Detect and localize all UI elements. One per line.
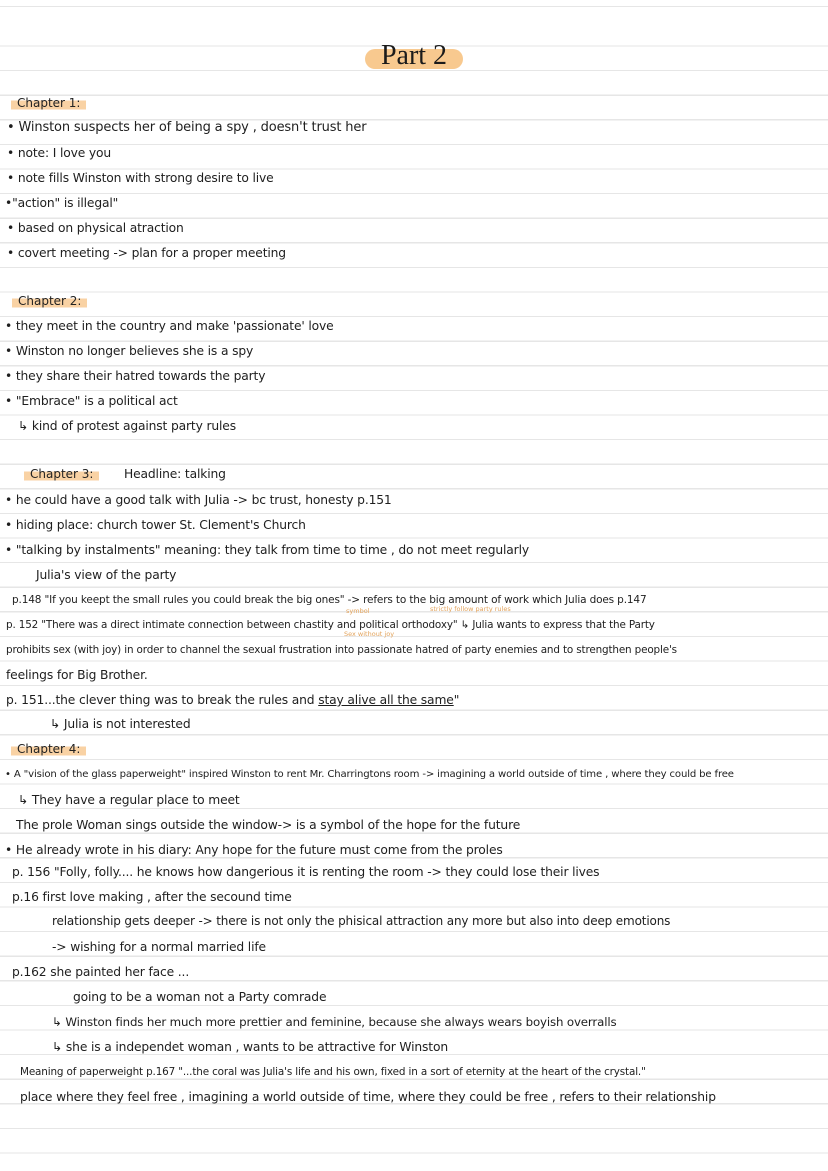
chapter-1-line: • Winston suspects her of being a spy , doesn't trust her bbox=[7, 120, 367, 135]
p151-suffix: " bbox=[453, 693, 460, 707]
chapter-3-line: Julia's view of the party bbox=[36, 568, 177, 582]
chapter-3-line: • he could have a good talk with Julia -> bc trust, honesty p.151 bbox=[5, 493, 392, 507]
annotation-sex: Sex without joy bbox=[344, 630, 395, 638]
chapter-3-line: • "talking by instalments" meaning: they talk from time to time , do not meet regularly bbox=[5, 543, 529, 557]
chapter-2-line: • they share their hatred towards the party bbox=[5, 369, 266, 383]
chapter-4-line: -> wishing for a normal married life bbox=[52, 940, 266, 954]
annotation-symbol: symbol bbox=[346, 607, 370, 615]
p151-underlined: stay alive all the same bbox=[318, 693, 454, 707]
chapter-4-line: ↳ Winston finds her much more prettier and feminine, because she always wears boyish overralls bbox=[52, 1015, 617, 1029]
chapter-1-heading: Chapter 1: bbox=[11, 96, 86, 111]
chapter-2-heading: Chapter 2: bbox=[12, 294, 87, 309]
p151-prefix: p. 151...the clever thing was to break the rules and bbox=[6, 693, 319, 707]
title-block bbox=[0, 40, 828, 72]
chapter-4-line: ↳ They have a regular place to meet bbox=[18, 793, 240, 807]
chapter-2-line: • "Embrace" is a political act bbox=[5, 394, 178, 408]
chapter-2-line: ↳ kind of protest against party rules bbox=[18, 419, 236, 433]
chapter-4-line: The prole Woman sings outside the window-> is a symbol of the hope for the future bbox=[16, 818, 521, 832]
chapter-4-line: • A "vision of the glass paperweight" inspired Winston to rent Mr. Charringtons room -> imagining a world outside of time , where they could be free bbox=[5, 769, 734, 780]
chapter-4-line: Meaning of paperweight p.167 "...the coral was Julia's life and his own, fixed in a sort of eternity at the heart of the crystal." bbox=[20, 1066, 646, 1078]
annotation-strictly: strictly follow party rules bbox=[430, 605, 511, 613]
chapter-4-line: going to be a woman not a Party comrade bbox=[73, 990, 327, 1004]
chapter-4-line: p.162 she painted her face ... bbox=[12, 965, 190, 979]
chapter-1-line: • note: I love you bbox=[7, 146, 112, 160]
chapter-2-line: • Winston no longer believes she is a spy bbox=[5, 344, 254, 358]
chapter-4-line: place where they feel free , imagining a world outside of time, where they could be free , refers to their relationship bbox=[20, 1090, 716, 1104]
chapter-2-line: • they meet in the country and make 'passionate' love bbox=[5, 319, 334, 333]
chapter-4-line: p.16 first love making , after the secound time bbox=[12, 890, 292, 904]
chapter-3-line: • hiding place: church tower St. Clement's Church bbox=[5, 518, 306, 532]
chapter-4-heading: Chapter 4: bbox=[11, 742, 86, 757]
chapter-3-line: feelings for Big Brother. bbox=[6, 668, 148, 682]
chapter-3-heading: Chapter 3: bbox=[24, 467, 99, 482]
chapter-3-line: p. 152 "There was a direct intimate connection between chastity and political orthodoxy" ↳ Julia wants to express that the Party bbox=[6, 619, 655, 631]
chapter-1-line: • based on physical atraction bbox=[7, 221, 184, 235]
chapter-1-line: • covert meeting -> plan for a proper meeting bbox=[7, 246, 286, 260]
chapter-4-line: relationship gets deeper -> there is not only the phisical attraction any more but also into deep emotions bbox=[52, 914, 671, 928]
page-title: Part 2 bbox=[371, 40, 457, 72]
chapter-4-line: p. 156 "Folly, folly.... he knows how dangerious it is renting the room -> they could lose their lives bbox=[12, 865, 600, 879]
chapter-3-line: p.148 "If you keept the small rules you could break the big ones" -> refers to the big amount of work which Julia does p.147 bbox=[12, 594, 647, 606]
chapter-4-line: ↳ she is a independet woman , wants to be attractive for Winston bbox=[52, 1040, 448, 1054]
chapter-1-line: • note fills Winston with strong desire to live bbox=[7, 171, 274, 185]
chapter-4-line: • He already wrote in his diary: Any hope for the future must come from the proles bbox=[5, 843, 503, 857]
chapter-3-headline: Headline: talking bbox=[124, 467, 226, 481]
chapter-3-p151-line bbox=[6, 692, 459, 708]
chapter-3-line: ↳ Julia is not interested bbox=[50, 717, 191, 731]
chapter-3-line: prohibits sex (with joy) in order to channel the sexual frustration into passionate hatred of party enemies and to strengthen people's bbox=[6, 644, 677, 656]
chapter-1-line: •"action" is illegal" bbox=[5, 196, 119, 210]
